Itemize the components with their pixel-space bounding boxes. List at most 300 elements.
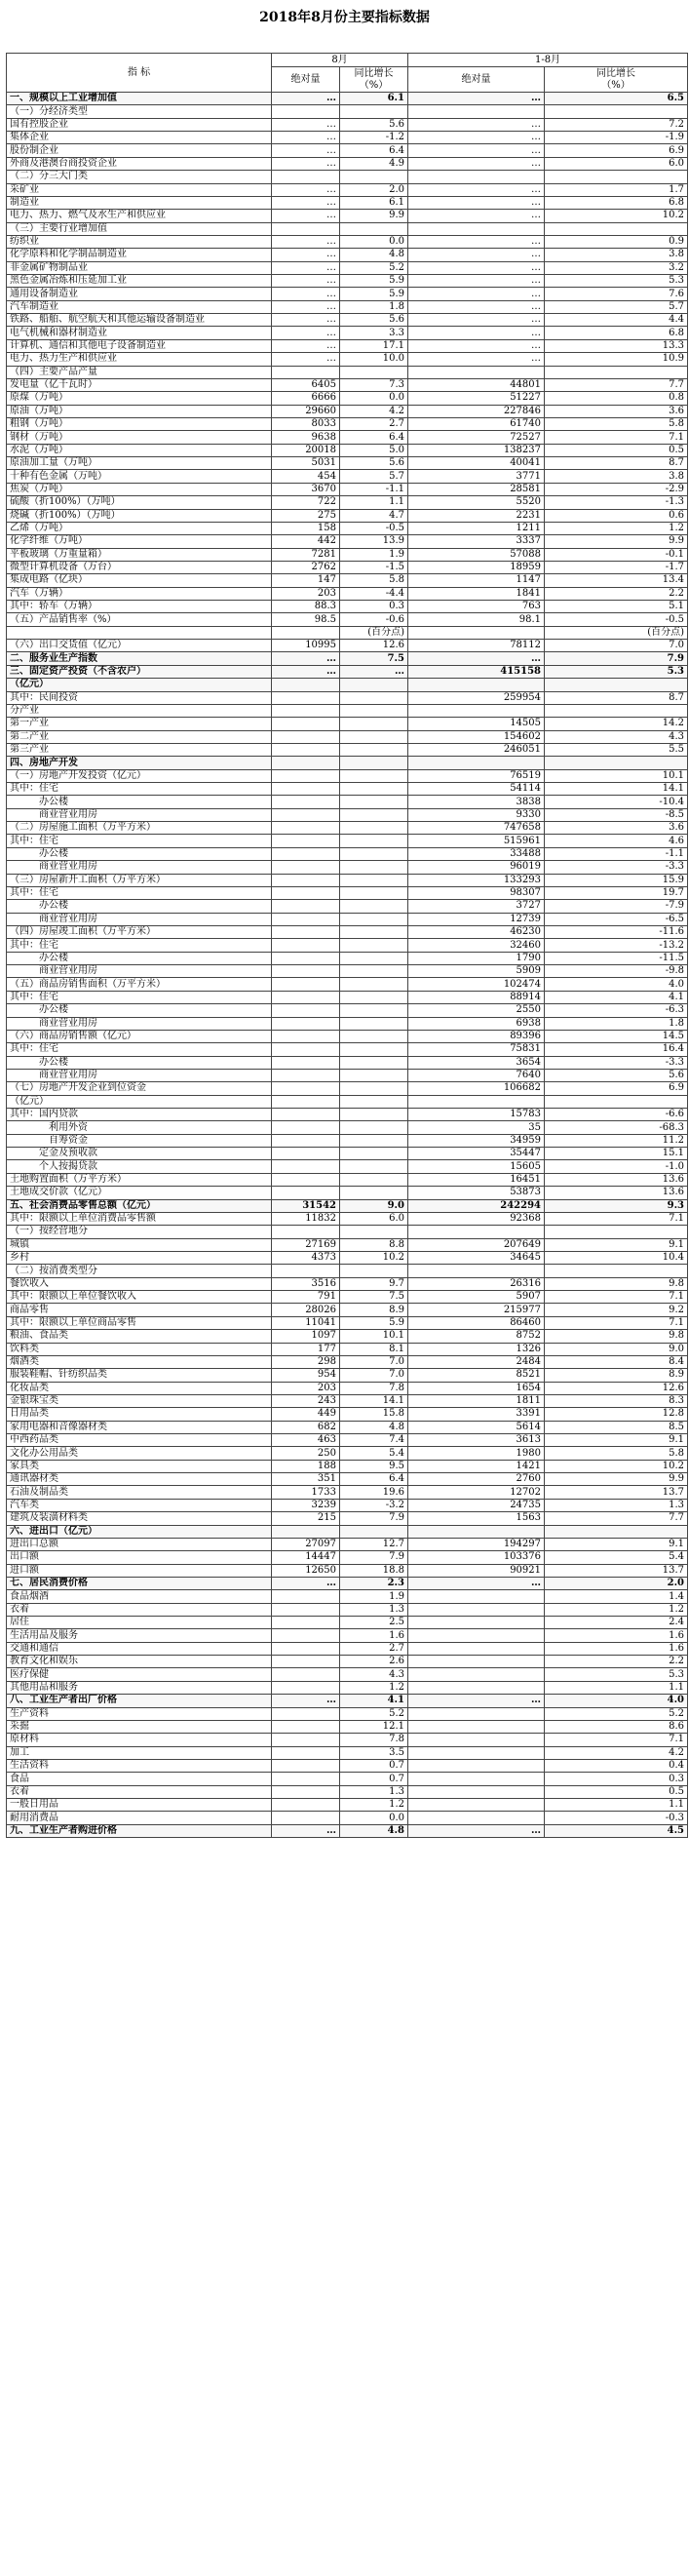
table-row (7, 1707, 688, 1720)
table-row (7, 1460, 688, 1472)
indicator-name: 汽车类 (7, 1499, 272, 1511)
aug-yoy: 7.3 (340, 378, 408, 391)
table-row (7, 1773, 688, 1785)
aug-absolute (272, 1173, 340, 1186)
ytd-yoy: 7.9 (545, 652, 688, 665)
ytd-absolute: 5614 (408, 1421, 545, 1433)
ytd-yoy: 19.7 (545, 886, 688, 899)
table-row (7, 1656, 688, 1668)
aug-absolute (272, 1226, 340, 1238)
ytd-absolute: 40041 (408, 457, 545, 470)
aug-yoy (340, 965, 408, 978)
aug-absolute (272, 1069, 340, 1081)
ytd-absolute: … (408, 249, 545, 261)
ytd-yoy: 9.8 (545, 1277, 688, 1290)
ytd-yoy (545, 1095, 688, 1108)
ytd-yoy: 13.7 (545, 1564, 688, 1577)
ytd-absolute: 102474 (408, 978, 545, 991)
ytd-absolute: … (408, 1824, 545, 1837)
ytd-yoy: 1.1 (545, 1799, 688, 1812)
aug-absolute: 442 (272, 535, 340, 548)
aug-yoy: 14.1 (340, 1394, 408, 1407)
table-row (7, 1277, 688, 1290)
table-row (7, 1330, 688, 1343)
aug-absolute (272, 718, 340, 730)
aug-absolute: 11832 (272, 1212, 340, 1225)
indicator-name: 采掘 (7, 1720, 272, 1733)
aug-absolute (272, 730, 340, 743)
ytd-yoy: 5.3 (545, 275, 688, 288)
table-row (7, 1734, 688, 1746)
indicator-name: 土地成交价款（亿元） (7, 1187, 272, 1199)
ytd-absolute: … (408, 288, 545, 300)
aug-yoy (340, 366, 408, 378)
indicator-name: 城镇 (7, 1238, 272, 1251)
ytd-yoy: 1.4 (545, 1590, 688, 1603)
table-row (7, 965, 688, 978)
ytd-absolute (408, 757, 545, 769)
aug-yoy: 7.9 (340, 1512, 408, 1525)
aug-yoy (340, 1030, 408, 1042)
table-row (7, 808, 688, 821)
ytd-absolute: 2760 (408, 1473, 545, 1486)
ytd-yoy: 9.0 (545, 1343, 688, 1355)
indicator-name: 电力、热力、燃气及水生产和供应业 (7, 210, 272, 222)
aug-yoy (340, 1525, 408, 1538)
ytd-absolute (408, 1226, 545, 1238)
ytd-absolute: 138237 (408, 444, 545, 456)
ytd-absolute: 5520 (408, 496, 545, 509)
table-row (7, 1265, 688, 1277)
indicator-name: 其中：限额以上单位餐饮收入 (7, 1291, 272, 1304)
aug-absolute (272, 835, 340, 847)
ytd-absolute (408, 1668, 545, 1681)
table-row (7, 417, 688, 430)
ytd-absolute: 1841 (408, 587, 545, 600)
indicator-name: 第三产业 (7, 743, 272, 756)
indicator-name: 商业营业用房 (7, 861, 272, 874)
aug-absolute (272, 1525, 340, 1538)
ytd-absolute (408, 366, 545, 378)
aug-yoy: 5.6 (340, 457, 408, 470)
aug-yoy: 4.9 (340, 157, 408, 170)
aug-yoy (340, 757, 408, 769)
table-row (7, 93, 688, 105)
indicator-name: 粮油、食品类 (7, 1330, 272, 1343)
indicator-name: 商业营业用房 (7, 808, 272, 821)
table-row (7, 1095, 688, 1108)
ytd-absolute: 3391 (408, 1408, 545, 1421)
indicator-name: 通讯器材类 (7, 1473, 272, 1486)
table-row (7, 1760, 688, 1773)
table-header (7, 54, 688, 93)
ytd-yoy (545, 171, 688, 183)
ytd-yoy: -10.4 (545, 796, 688, 808)
table-row (7, 574, 688, 587)
aug-absolute (272, 105, 340, 118)
table-row (7, 105, 688, 118)
indicator-name: 其中：限额以上单位商品零售 (7, 1316, 272, 1329)
ytd-yoy: -1.1 (545, 847, 688, 860)
table-row (7, 1173, 688, 1186)
indicator-name: 中西药品类 (7, 1434, 272, 1447)
ytd-yoy: 3.2 (545, 261, 688, 274)
indicator-name: 家用电器和音像器材类 (7, 1421, 272, 1433)
ytd-absolute: 26316 (408, 1277, 545, 1290)
aug-absolute: … (272, 132, 340, 144)
table-row (7, 613, 688, 626)
table-row (7, 1551, 688, 1564)
indicator-name: 餐饮收入 (7, 1277, 272, 1290)
ytd-absolute: … (408, 144, 545, 157)
aug-absolute: … (272, 196, 340, 209)
ytd-absolute: 53873 (408, 1187, 545, 1199)
indicator-name: 焦炭（万吨） (7, 483, 272, 495)
ytd-absolute (408, 171, 545, 183)
aug-absolute: 28026 (272, 1304, 340, 1316)
header-indicator: 指 标 (7, 54, 272, 93)
ytd-absolute (408, 1773, 545, 1785)
aug-absolute: … (272, 183, 340, 196)
aug-absolute: 2762 (272, 561, 340, 573)
ytd-yoy: 3.6 (545, 405, 688, 417)
aug-absolute: … (272, 118, 340, 131)
aug-absolute (272, 808, 340, 821)
aug-yoy: 19.6 (340, 1486, 408, 1499)
aug-yoy (340, 1121, 408, 1134)
table-row (7, 1056, 688, 1069)
aug-yoy: 10.2 (340, 1251, 408, 1264)
aug-absolute: … (272, 327, 340, 339)
aug-absolute (272, 679, 340, 691)
ytd-absolute: … (408, 1577, 545, 1589)
ytd-absolute: 96019 (408, 861, 545, 874)
table-row (7, 431, 688, 444)
indicator-name: 教育文化和娱乐 (7, 1656, 272, 1668)
ytd-absolute: … (408, 183, 545, 196)
indicator-name: 定金及预收款 (7, 1148, 272, 1160)
indicator-name: （一）按经营地分 (7, 1226, 272, 1238)
aug-absolute (272, 1603, 340, 1616)
ytd-yoy: 5.4 (545, 1551, 688, 1564)
indicator-name: 办公楼 (7, 1056, 272, 1069)
ytd-yoy: 10.9 (545, 353, 688, 366)
ytd-yoy: 11.2 (545, 1134, 688, 1147)
ytd-yoy: 13.6 (545, 1173, 688, 1186)
aug-yoy (340, 939, 408, 952)
indicator-name: 石油及制品类 (7, 1486, 272, 1499)
aug-absolute: … (272, 93, 340, 105)
aug-yoy (340, 978, 408, 991)
aug-absolute: 12650 (272, 1564, 340, 1577)
indicator-name: 原油（万吨） (7, 405, 272, 417)
ytd-yoy: 5.5 (545, 743, 688, 756)
ytd-absolute: 1811 (408, 1394, 545, 1407)
ytd-yoy: 4.1 (545, 991, 688, 1003)
table-row (7, 522, 688, 534)
indicator-table (6, 53, 688, 1838)
header-ytd: 1-8月 (408, 54, 688, 67)
ytd-absolute: 5907 (408, 1291, 545, 1304)
table-row (7, 1590, 688, 1603)
ytd-yoy: -9.8 (545, 965, 688, 978)
aug-absolute: 1097 (272, 1330, 340, 1343)
ytd-yoy: 8.7 (545, 691, 688, 704)
ytd-absolute: 3613 (408, 1434, 545, 1447)
aug-yoy: 4.3 (340, 1668, 408, 1681)
ytd-absolute: 415158 (408, 665, 545, 678)
ytd-absolute: 3771 (408, 470, 545, 483)
aug-yoy (340, 679, 408, 691)
table-row (7, 835, 688, 847)
table-row (7, 1187, 688, 1199)
table-row (7, 769, 688, 782)
aug-yoy: 5.9 (340, 1316, 408, 1329)
aug-absolute: 463 (272, 1434, 340, 1447)
aug-absolute: 3516 (272, 1277, 340, 1290)
indicator-name (7, 626, 272, 639)
indicator-name: 其中：国内贷款 (7, 1109, 272, 1121)
aug-absolute: 188 (272, 1460, 340, 1472)
table-row (7, 704, 688, 717)
ytd-yoy: 7.7 (545, 1512, 688, 1525)
aug-absolute: 6666 (272, 392, 340, 405)
aug-absolute (272, 1030, 340, 1042)
ytd-absolute: … (408, 196, 545, 209)
indicator-name: 平板玻璃（万重量箱） (7, 548, 272, 561)
aug-absolute: … (272, 261, 340, 274)
ytd-yoy: 4.0 (545, 1695, 688, 1707)
aug-absolute: … (272, 1695, 340, 1707)
table-row (7, 392, 688, 405)
indicator-name: 其中：住宅 (7, 939, 272, 952)
aug-absolute (272, 1082, 340, 1095)
ytd-yoy: 6.8 (545, 196, 688, 209)
ytd-yoy: -13.2 (545, 939, 688, 952)
aug-absolute: 1733 (272, 1486, 340, 1499)
table-row (7, 535, 688, 548)
aug-yoy (340, 1134, 408, 1147)
aug-absolute: 3670 (272, 483, 340, 495)
ytd-absolute: 61740 (408, 417, 545, 430)
ytd-yoy: 15.9 (545, 874, 688, 886)
aug-yoy: 15.8 (340, 1408, 408, 1421)
aug-yoy: 1.2 (340, 1681, 408, 1694)
indicator-name: 耐用消费品 (7, 1812, 272, 1824)
aug-yoy: 4.7 (340, 509, 408, 522)
aug-absolute: 243 (272, 1394, 340, 1407)
aug-yoy: 10.0 (340, 353, 408, 366)
aug-yoy: 6.1 (340, 93, 408, 105)
ytd-absolute: 3654 (408, 1056, 545, 1069)
table-row (7, 210, 688, 222)
indicator-name: 非金属矿物制品业 (7, 261, 272, 274)
table-row (7, 561, 688, 573)
indicator-name: 国有控股企业 (7, 118, 272, 131)
ytd-yoy: 4.2 (545, 1746, 688, 1759)
aug-absolute (272, 1656, 340, 1668)
table-row (7, 1434, 688, 1447)
aug-yoy: 4.8 (340, 1421, 408, 1433)
aug-absolute (272, 743, 340, 756)
ytd-absolute: 2484 (408, 1355, 545, 1368)
aug-yoy: 2.6 (340, 1656, 408, 1668)
ytd-yoy: -0.1 (545, 548, 688, 561)
table-row (7, 1251, 688, 1264)
ytd-absolute: 246051 (408, 743, 545, 756)
table-row (7, 405, 688, 417)
ytd-absolute (408, 1681, 545, 1694)
table-row (7, 132, 688, 144)
aug-absolute: 29660 (272, 405, 340, 417)
ytd-yoy: 9.1 (545, 1434, 688, 1447)
ytd-yoy: 3.8 (545, 249, 688, 261)
ytd-yoy: -6.6 (545, 1109, 688, 1121)
ytd-yoy: -0.3 (545, 1812, 688, 1824)
aug-absolute (272, 769, 340, 782)
ytd-yoy: 1.6 (545, 1642, 688, 1655)
aug-yoy (340, 874, 408, 886)
indicator-name: 办公楼 (7, 1004, 272, 1017)
aug-absolute: 5031 (272, 457, 340, 470)
aug-absolute (272, 1746, 340, 1759)
ytd-absolute: … (408, 261, 545, 274)
indicator-name: 三、固定资产投资（不含农户） (7, 665, 272, 678)
ytd-yoy: 14.2 (545, 718, 688, 730)
indicator-name: 电力、热力生产和供应业 (7, 353, 272, 366)
aug-absolute: 158 (272, 522, 340, 534)
indicator-name: 汽车（万辆） (7, 587, 272, 600)
aug-yoy: 18.8 (340, 1564, 408, 1577)
table-row (7, 1226, 688, 1238)
aug-yoy (340, 796, 408, 808)
aug-yoy: 5.4 (340, 1447, 408, 1460)
ytd-yoy: 0.5 (545, 1785, 688, 1798)
aug-absolute (272, 847, 340, 860)
table-row (7, 378, 688, 391)
ytd-yoy: 13.7 (545, 1486, 688, 1499)
ytd-yoy: 1.1 (545, 1681, 688, 1694)
aug-absolute: 9638 (272, 431, 340, 444)
table-row (7, 1017, 688, 1030)
table-row (7, 1447, 688, 1460)
ytd-yoy: -1.9 (545, 132, 688, 144)
ytd-absolute: 6938 (408, 1017, 545, 1030)
indicator-name: （一）分经济类型 (7, 105, 272, 118)
ytd-absolute (408, 1617, 545, 1629)
aug-absolute (272, 626, 340, 639)
aug-yoy (340, 1187, 408, 1199)
aug-absolute (272, 900, 340, 913)
aug-yoy (340, 847, 408, 860)
ytd-absolute: 9330 (408, 808, 545, 821)
indicator-name: 原材料 (7, 1734, 272, 1746)
aug-absolute (272, 926, 340, 939)
aug-yoy (340, 1056, 408, 1069)
aug-yoy: 0.3 (340, 601, 408, 613)
table-row (7, 640, 688, 652)
ytd-absolute (408, 1707, 545, 1720)
indicator-name: 商业营业用房 (7, 965, 272, 978)
aug-absolute: 6405 (272, 378, 340, 391)
ytd-yoy: 8.5 (545, 1421, 688, 1433)
ytd-yoy (545, 1226, 688, 1238)
table-row (7, 1238, 688, 1251)
aug-absolute: 10995 (272, 640, 340, 652)
aug-yoy: -1.2 (340, 132, 408, 144)
table-row (7, 1043, 688, 1056)
aug-yoy (340, 1109, 408, 1121)
ytd-absolute: 28581 (408, 483, 545, 495)
aug-yoy: 12.1 (340, 1720, 408, 1733)
ytd-yoy: -68.3 (545, 1121, 688, 1134)
aug-yoy: 0.0 (340, 235, 408, 248)
indicator-name: 其中：住宅 (7, 835, 272, 847)
aug-absolute: … (272, 144, 340, 157)
ytd-absolute: 75831 (408, 1043, 545, 1056)
aug-absolute: … (272, 249, 340, 261)
ytd-yoy: 5.1 (545, 601, 688, 613)
table-row (7, 275, 688, 288)
indicator-name: （三）房屋新开工面积（万平方米） (7, 874, 272, 886)
ytd-yoy: 6.9 (545, 144, 688, 157)
ytd-absolute: 215977 (408, 1304, 545, 1316)
indicator-name: 乙烯（万吨） (7, 522, 272, 534)
aug-absolute: 791 (272, 1291, 340, 1304)
aug-absolute (272, 783, 340, 796)
indicator-name: 食品 (7, 1773, 272, 1785)
indicator-name: 第二产业 (7, 730, 272, 743)
ytd-absolute: 515961 (408, 835, 545, 847)
table-row (7, 249, 688, 261)
ytd-absolute: 46230 (408, 926, 545, 939)
ytd-yoy: -6.5 (545, 913, 688, 925)
ytd-yoy: 14.5 (545, 1030, 688, 1042)
aug-absolute: … (272, 652, 340, 665)
indicator-name: 化学纤维（万吨） (7, 535, 272, 548)
table-row (7, 1812, 688, 1824)
table-row (7, 183, 688, 196)
aug-absolute: 449 (272, 1408, 340, 1421)
ytd-absolute: 18959 (408, 561, 545, 573)
table-row (7, 886, 688, 899)
table-row (7, 1642, 688, 1655)
aug-absolute (272, 874, 340, 886)
ytd-absolute: … (408, 339, 545, 352)
ytd-absolute: … (408, 275, 545, 288)
aug-absolute: … (272, 275, 340, 288)
table-row (7, 1160, 688, 1173)
table-row (7, 171, 688, 183)
aug-yoy: 1.9 (340, 1590, 408, 1603)
aug-absolute (272, 1109, 340, 1121)
aug-yoy: 6.4 (340, 144, 408, 157)
indicator-name: （四）房屋竣工面积（万平方米） (7, 926, 272, 939)
aug-absolute (272, 1707, 340, 1720)
ytd-absolute: 7640 (408, 1069, 545, 1081)
aug-yoy: 4.2 (340, 405, 408, 417)
aug-absolute (272, 1642, 340, 1655)
aug-absolute (272, 1121, 340, 1134)
indicator-name: （五）商品房销售面积（万平方米） (7, 978, 272, 991)
ytd-yoy: 3.8 (545, 470, 688, 483)
table-row (7, 1316, 688, 1329)
ytd-yoy: 7.1 (545, 1734, 688, 1746)
ytd-absolute: 12739 (408, 913, 545, 925)
ytd-yoy: 8.9 (545, 1369, 688, 1382)
table-row (7, 196, 688, 209)
indicator-name: 出口额 (7, 1551, 272, 1564)
